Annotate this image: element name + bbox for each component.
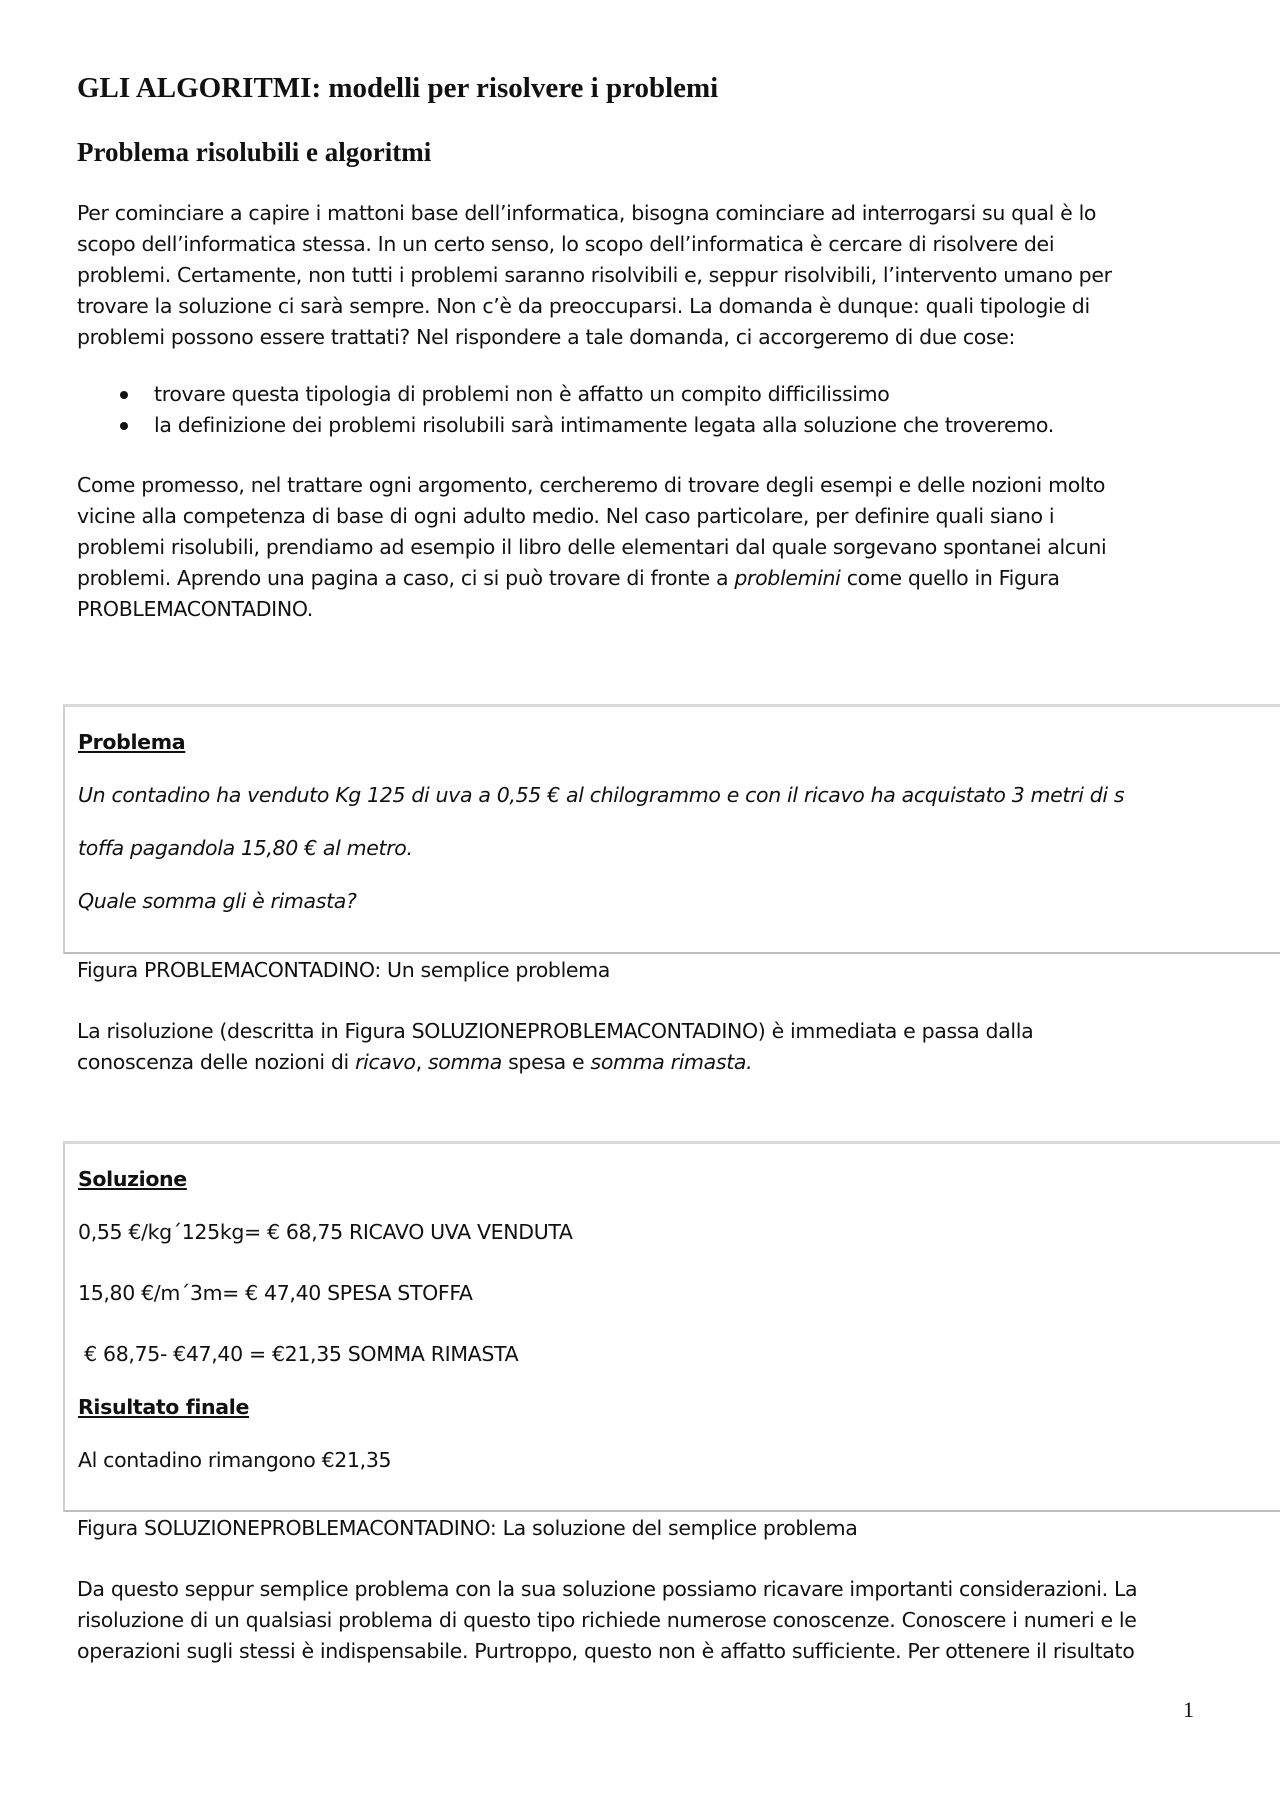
problem-frame <box>63 704 1280 954</box>
solution-step: 15,80 €/m´3m= € 47,40 SPESA STOFFA <box>78 1281 473 1305</box>
solution-step: € 68,75- €47,40 = €21,35 SOMMA RIMASTA <box>78 1342 519 1366</box>
intro-paragraph <box>77 198 1177 353</box>
list-item-text: trovare questa tipologia di problemi non è affatto un compito difficilissimo <box>154 382 890 406</box>
text-line: problemi risolubili, prendiamo ad esempio il libro delle elementari dal quale sorgevano spontanei alcuni <box>77 535 1107 559</box>
bullet-icon <box>120 422 128 430</box>
solution-step: 0,55 €/kg´125kg= € 68,75 RICAVO UVA VENDUTA <box>78 1220 573 1244</box>
text-fragment: spesa e <box>501 1050 591 1074</box>
text-line: trovare la soluzione ci sarà sempre. Non c’è da preoccuparsi. La domanda è dunque: quali tipologie di <box>77 294 1090 318</box>
result-text: Al contadino rimangono €21,35 <box>78 1448 392 1472</box>
text-line: Da questo seppur semplice problema con la sua soluzione possiamo ricavare importanti considerazioni. La <box>77 1577 1138 1601</box>
list-item <box>77 410 1200 441</box>
italic-term: ricavo <box>355 1050 416 1074</box>
fourth-paragraph <box>77 1574 1197 1667</box>
text-line: come quello in Figura <box>840 566 1060 590</box>
text-fragment: , <box>415 1050 428 1074</box>
text-line: problemi possono essere trattati? Nel rispondere a tale domanda, ci accorgeremo di due cose: <box>77 325 1016 349</box>
figure-caption: Figura PROBLEMACONTADINO: Un semplice problema <box>77 958 611 982</box>
text-line: vicine alla competenza di base di ogni adulto medio. Nel caso particolare, per definire quali siano i <box>77 504 1055 528</box>
text-line: problemi. Certamente, non tutti i problemi saranno risolvibili e, seppur risolvibili, l’intervento umano per <box>77 263 1112 287</box>
section-title: Problema risolubili e algoritmi <box>77 137 432 167</box>
result-heading: Risultato finale <box>78 1395 249 1419</box>
solution-frame <box>63 1141 1280 1512</box>
italic-term: somma rimasta. <box>590 1050 753 1074</box>
italic-term: somma <box>427 1050 502 1074</box>
text-line: conoscenza delle nozioni di <box>77 1050 356 1074</box>
text-line: PROBLEMACONTADINO. <box>77 597 313 621</box>
problem-text-line: Un contadino ha venduto Kg 125 di uva a 0,55 € al chilogrammo e con il ricavo ha acquistato 3 metri di s <box>78 783 1125 807</box>
text-line: Come promesso, nel trattare ogni argomento, cercheremo di trovare degli esempi e delle nozioni molto <box>77 473 1106 497</box>
text-line: operazioni sugli stessi è indispensabile. Purtroppo, questo non è affatto sufficiente. Per ottenere il risultato <box>77 1639 1135 1663</box>
document-page <box>77 70 1200 625</box>
problem-text-line: toffa pagandola 15,80 € al metro. <box>78 836 413 860</box>
list-item-text: la definizione dei problemi risolubili sarà intimamente legata alla soluzione che troveremo. <box>154 413 1054 437</box>
text-line: Per cominciare a capire i mattoni base dell’informatica, bisogna cominciare ad interrogarsi su qual è lo <box>77 201 1097 225</box>
bullet-icon <box>120 391 128 399</box>
text-line: scopo dell’informatica stessa. In un certo senso, lo scopo dell’informatica è cercare di risolvere dei <box>77 232 1055 256</box>
bullet-list <box>77 379 1200 441</box>
italic-term: problemini <box>734 566 841 590</box>
figure-caption: Figura SOLUZIONEPROBLEMACONTADINO: La soluzione del semplice problema <box>77 1516 858 1540</box>
list-item <box>77 379 1200 410</box>
document-title: GLI ALGORITMI: modelli per risolvere i problemi <box>77 72 719 104</box>
text-line: problemi. Aprendo una pagina a caso, ci si può trovare di fronte a <box>77 566 735 590</box>
solution-heading: Soluzione <box>78 1167 187 1191</box>
text-line: La risoluzione (descritta in Figura SOLUZIONEPROBLEMACONTADINO) è immediata e passa dalla <box>77 1019 1034 1043</box>
page-number: 1 <box>1183 1697 1194 1722</box>
problem-question: Quale somma gli è rimasta? <box>78 889 357 913</box>
problem-heading: Problema <box>78 730 186 754</box>
third-paragraph <box>77 1016 1197 1078</box>
second-paragraph <box>77 470 1177 625</box>
text-line: risoluzione di un qualsiasi problema di questo tipo richiede numerose conoscenze. Conoscere i numeri e le <box>77 1608 1137 1632</box>
